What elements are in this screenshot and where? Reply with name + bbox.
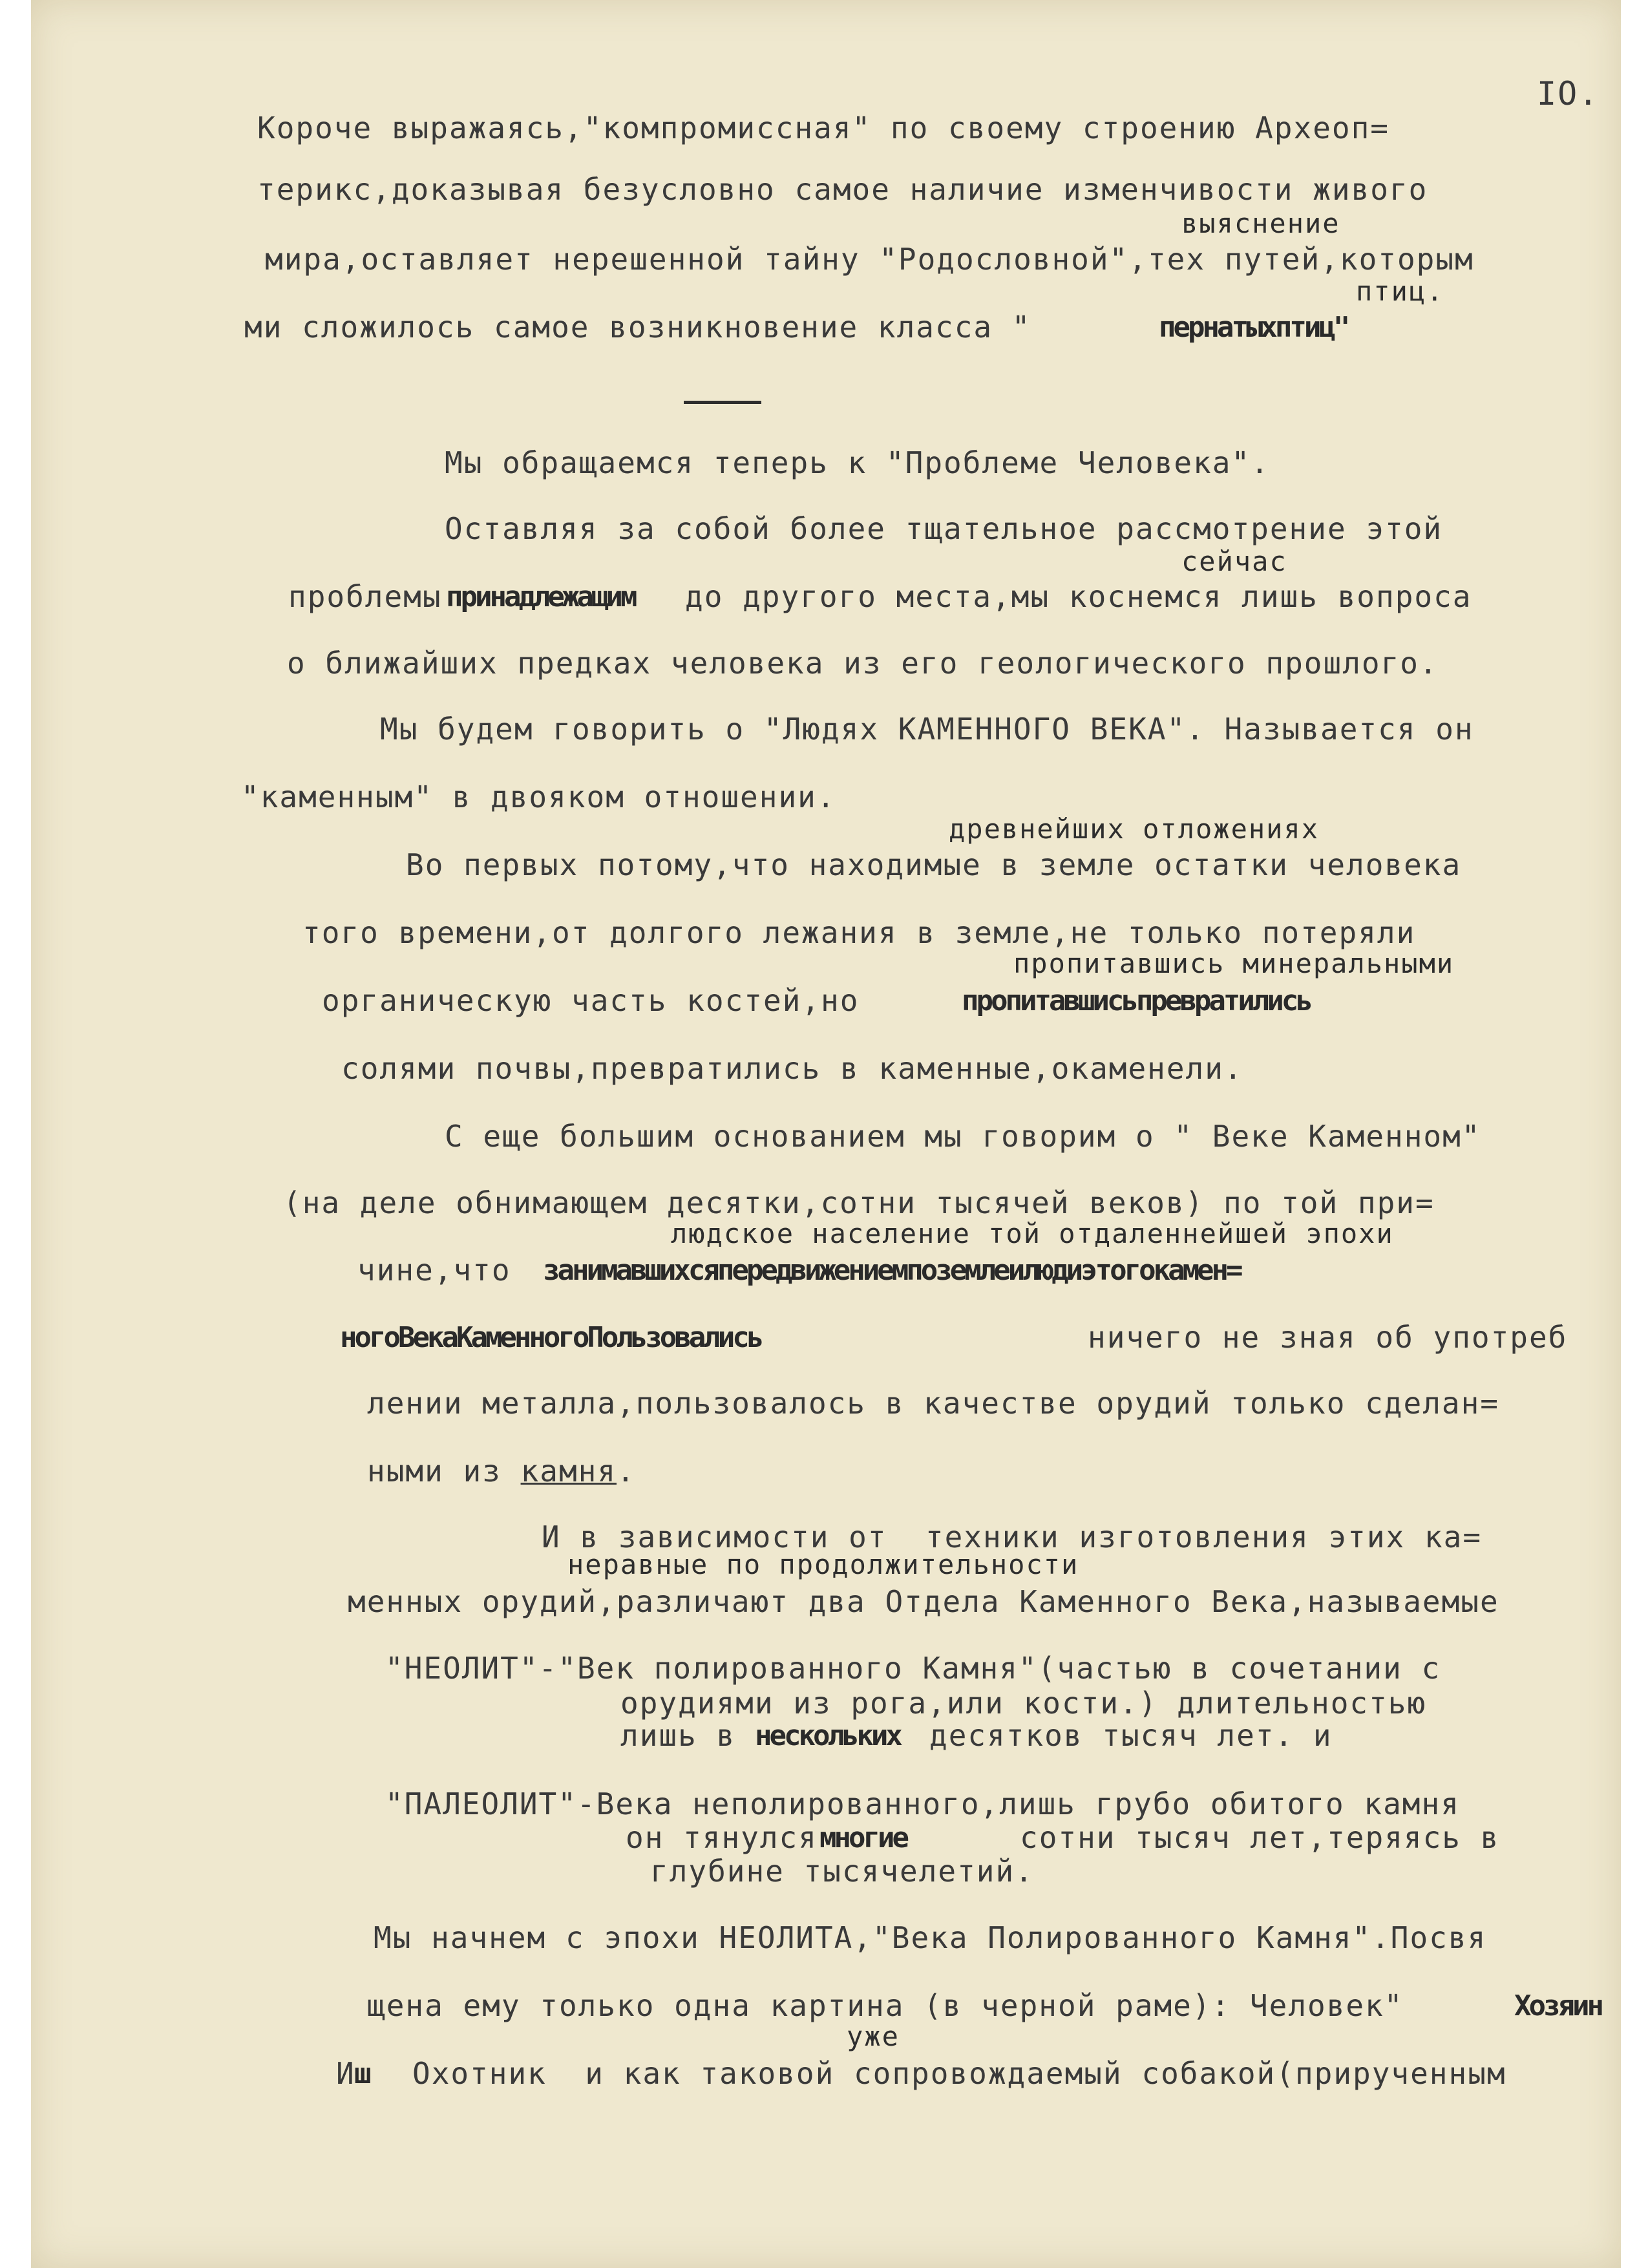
struck-text-1: пернатыхптиц" — [1159, 311, 1348, 344]
insertion-population: людское население той отдаленнейшей эпохи — [671, 1218, 1394, 1249]
struck-text-9: ш — [354, 2057, 369, 2090]
text-line-20-end: . — [617, 1454, 636, 1489]
text-line-21: И в зависимости от техники изготовления этих ка= — [542, 1520, 1483, 1554]
struck-text-5: ногоВекаКаменногоПользовались — [340, 1321, 762, 1354]
text-line-18: ничего не зная об употреб — [1088, 1320, 1568, 1355]
text-line-17a: чине,что — [357, 1253, 511, 1288]
insertion-ancient-deposits: древнейших отложениях — [949, 813, 1320, 845]
struck-text-2: принадлежащим — [446, 580, 635, 613]
text-line-11: Во первых потому,что находимые в земле остатки человека — [406, 847, 1462, 882]
text-line-31a: И — [336, 2056, 355, 2091]
text-line-30: щена ему только одна картина (в черной раме): Человек" — [367, 1988, 1404, 2023]
text-line-4: ми сложилось самое возникновение класса " — [244, 310, 1031, 344]
struck-text-4: занимавшихсяпередвижениемпоземлеилюдиэтогокамен= — [543, 1254, 1241, 1287]
text-line-12: того времени,от долгого лежания в земле,не только потеряли — [302, 915, 1416, 950]
text-line-6: Оставляя за собой более тщательное рассмотрение этой — [445, 511, 1443, 546]
text-line-8: о ближайших предках человека из его геологического прошлого. — [287, 646, 1439, 681]
text-line-22: менных орудий,различают два Отдела Каменного Века,называемые — [348, 1584, 1499, 1619]
struck-text-8: Хозяин — [1514, 1989, 1601, 2022]
text-line-29: Мы начнем с эпохи НЕОЛИТА,"Века Полированного Камня".Посвя — [374, 1920, 1487, 1955]
page-number: IO. — [1537, 75, 1600, 112]
struck-text-3: пропитавшисьпревратились — [962, 984, 1311, 1017]
insertion-unequal: неравные по продолжительности — [567, 1549, 1079, 1580]
text-line-7a: проблемы — [288, 579, 442, 614]
text-line-31b: Охотник и как таковой сопровождаемый собакой(прирученным — [412, 2056, 1506, 2091]
text-line-28: глубине тысячелетий. — [650, 1854, 1034, 1889]
text-line-15: С еще большим основанием мы говорим о " Веке Каменном" — [445, 1119, 1481, 1154]
text-line-25b: десятков тысяч лет. и — [929, 1718, 1333, 1753]
text-line-20-start: ными из — [367, 1454, 521, 1489]
text-line-7b: до другого места,мы коснемся лишь вопроса — [685, 579, 1472, 614]
text-line-19: лении металла,пользовалось в качестве орудий только сделан= — [367, 1386, 1499, 1421]
insertion-birds: птиц. — [1356, 275, 1444, 307]
text-line-16: (на деле обнимающем десятки,сотни тысячей веков) по той при= — [283, 1185, 1435, 1220]
text-line-1: Короче выражаясь,"компромиссная" по своему строению Археоп= — [257, 111, 1389, 145]
insertion-already: уже — [847, 2020, 900, 2052]
insertion-soaked: пропитавшись минеральными — [1013, 948, 1455, 979]
text-line-26: "ПАЛЕОЛИТ"-Века неполированного,лишь грубо обитого камня — [385, 1786, 1460, 1821]
text-line-10: "каменным" в двояком отношении. — [241, 779, 836, 814]
text-line-24: орудиями из рога,или кости.) длительностью — [620, 1686, 1427, 1721]
text-line-25a: лишь в — [620, 1718, 736, 1753]
text-line-23: "НЕОЛИТ"-"Век полированного Камня"(частью в сочетании с — [385, 1651, 1441, 1686]
typewritten-page — [31, 0, 1621, 2268]
text-line-9: Мы будем говорить о "Людях КАМЕННОГО ВЕКА". Называется он — [380, 712, 1474, 747]
text-line-3: мира,оставляет нерешенной тайну "Родословной",тех путей,которым — [265, 242, 1474, 277]
insertion-now: сейчас — [1181, 546, 1287, 577]
text-line-20 — [367, 1454, 636, 1489]
underlined-stone: камня — [520, 1454, 617, 1489]
struck-text-6: нескольких — [755, 1719, 900, 1752]
text-line-2: терикс,доказывая безусловно самое наличие изменчивости живого — [257, 172, 1428, 207]
struck-text-7: многие — [819, 1821, 907, 1854]
text-line-13a: органическую часть костей,но — [322, 983, 860, 1018]
section-divider — [684, 401, 761, 404]
text-line-14: солями почвы,превратились в каменные,окаменели. — [341, 1051, 1243, 1086]
insertion-clarification: выяснение — [1181, 207, 1340, 239]
text-line-27b: сотни тысяч лет,теряясь в — [1020, 1820, 1500, 1855]
text-line-5: Мы обращаемся теперь к "Проблеме Человека". — [445, 445, 1270, 480]
text-line-27a: он тянулся — [626, 1820, 818, 1855]
